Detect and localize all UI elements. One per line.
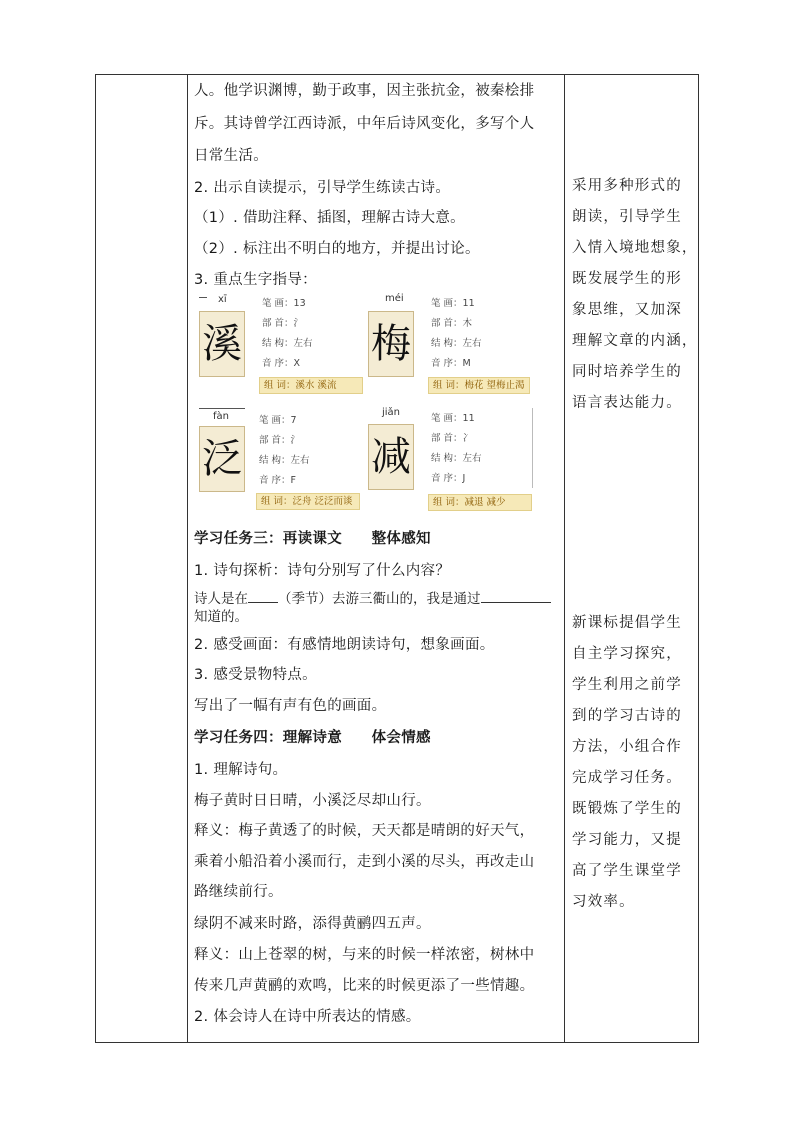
text-line: 3. 重点生字指导： (194, 272, 317, 288)
text-line: 路继续前行。 (194, 884, 283, 900)
word-group: 组 词：溪水 溪流 (259, 377, 363, 394)
note-line: 采用多种形式的 (572, 178, 682, 194)
text-line: 传来几声黄鹂的欢鸣，比来的时候更添了一些情趣。 (194, 978, 535, 994)
character-info (431, 294, 482, 374)
text-line: 1. 诗句探析：诗句分别写了什么内容？ (194, 563, 451, 579)
note-line: 高了学生课堂学 (572, 863, 682, 879)
fill-blank-part: 诗人是在 (194, 591, 248, 607)
text-line: 释义：山上苍翠的树，与来的时候一样浓密，树林中 (194, 947, 535, 963)
text-line: 写出了一幅有声有色的画面。 (194, 698, 387, 714)
note-line: 自主学习探究， (572, 646, 682, 662)
character-box (368, 311, 414, 377)
structure: 结 构：左右 (259, 455, 310, 466)
text-line: 人。他学识渊博，勤于政事，因主张抗金，被秦桧排 (194, 83, 535, 99)
strokes: 笔 画：13 (262, 298, 306, 309)
text-line: 2. 感受画面：有感情地朗读诗句，想象画面。 (194, 637, 495, 653)
note-line: 完成学习任务。 (572, 770, 682, 786)
text-line: 1. 理解诗句。 (194, 762, 288, 778)
fill-blank-line (194, 589, 551, 609)
text-line: 梅子黄时日日晴，小溪泛尽却山行。 (194, 793, 431, 809)
note-line: 朗读，引导学生 (572, 209, 682, 225)
strokes: 笔 画：7 (259, 415, 297, 426)
column-divider-left (187, 74, 188, 1043)
text-line: 2. 体会诗人在诗中所表达的情感。 (194, 1009, 421, 1025)
character-info (262, 294, 313, 374)
fill-blank-part: （季节）去游三衢山的，我是通过 (278, 591, 481, 607)
note-line: 方法，小组合作 (572, 739, 682, 755)
pinyin: jiǎn (382, 407, 401, 418)
text-line: 乘着小船沿着小溪而行，走到小溪的尽头，再改走山 (194, 854, 535, 870)
text-line: （1）. 借助注释、插图，理解古诗大意。 (194, 210, 465, 226)
column-divider-right (564, 74, 565, 1043)
note-line: 学生利用之前学 (572, 677, 682, 693)
index: 音 序：J (431, 473, 466, 484)
text-line: 知道的。 (194, 609, 248, 625)
note-line: 既发展学生的形 (572, 271, 682, 287)
word-group: 组 词：梅花 望梅止渴 (428, 377, 530, 394)
answer-blank[interactable] (481, 589, 551, 603)
radical: 部 首：氵 (259, 435, 301, 446)
text-line: 释义：梅子黄透了的时候，天天都是晴朗的好天气， (194, 823, 535, 839)
strokes: 笔 画：11 (431, 298, 475, 309)
pinyin: xī (218, 294, 227, 305)
character: 梅 (371, 321, 411, 367)
text-line: 日常生活。 (194, 148, 268, 164)
text-line: 3. 感受景物特点。 (194, 667, 317, 683)
task4-heading: 学习任务四：理解诗意 体会情感 (194, 730, 431, 746)
structure: 结 构：左右 (262, 338, 313, 349)
card-tick (199, 408, 245, 409)
note-line: 语言表达能力。 (572, 395, 682, 411)
character: 减 (371, 434, 411, 480)
radical: 部 首：冫 (431, 433, 473, 444)
radical: 部 首：木 (431, 318, 473, 329)
pinyin: méi (385, 293, 404, 304)
answer-blank[interactable] (248, 589, 278, 603)
strokes: 笔 画：11 (431, 413, 475, 424)
text-line: （2）. 标注出不明白的地方，并提出讨论。 (194, 241, 480, 257)
index: 音 序：X (262, 358, 301, 369)
text-line: 斥。其诗曾学江西诗派，中年后诗风变化，多写个人 (194, 116, 535, 132)
index: 音 序：M (431, 358, 471, 369)
task3-heading: 学习任务三：再读课文 整体感知 (194, 531, 431, 547)
character-info (431, 409, 482, 489)
character: 溪 (202, 321, 242, 367)
card-border (532, 408, 533, 488)
pinyin: fàn (213, 411, 229, 422)
note-line: 同时培养学生的 (572, 364, 682, 380)
character-info (259, 411, 310, 491)
card-tick (199, 297, 207, 298)
note-line: 习效率。 (572, 894, 635, 910)
character-box (368, 424, 414, 490)
note-line: 既锻炼了学生的 (572, 801, 682, 817)
word-group: 组 词：泛舟 泛泛而谈 (256, 493, 360, 510)
note-line: 入情入境地想象， (572, 240, 698, 256)
note-line: 新课标提倡学生 (572, 615, 682, 631)
radical: 部 首：氵 (262, 318, 304, 329)
note-line: 理解文章的内涵， (572, 333, 698, 349)
index: 音 序：F (259, 475, 296, 486)
structure: 结 构：左右 (431, 338, 482, 349)
character-box (199, 311, 245, 377)
note-line: 象思维，又加深 (572, 302, 682, 318)
note-line: 学习能力，又提 (572, 832, 682, 848)
structure: 结 构：左右 (431, 453, 482, 464)
character-box (199, 426, 245, 492)
text-line: 2. 出示自读提示，引导学生练读古诗。 (194, 180, 451, 196)
note-line: 到的学习古诗的 (572, 708, 682, 724)
word-group: 组 词：减退 减少 (428, 494, 532, 511)
character: 泛 (202, 436, 242, 482)
text-line: 绿阴不减来时路，添得黄鹂四五声。 (194, 916, 431, 932)
